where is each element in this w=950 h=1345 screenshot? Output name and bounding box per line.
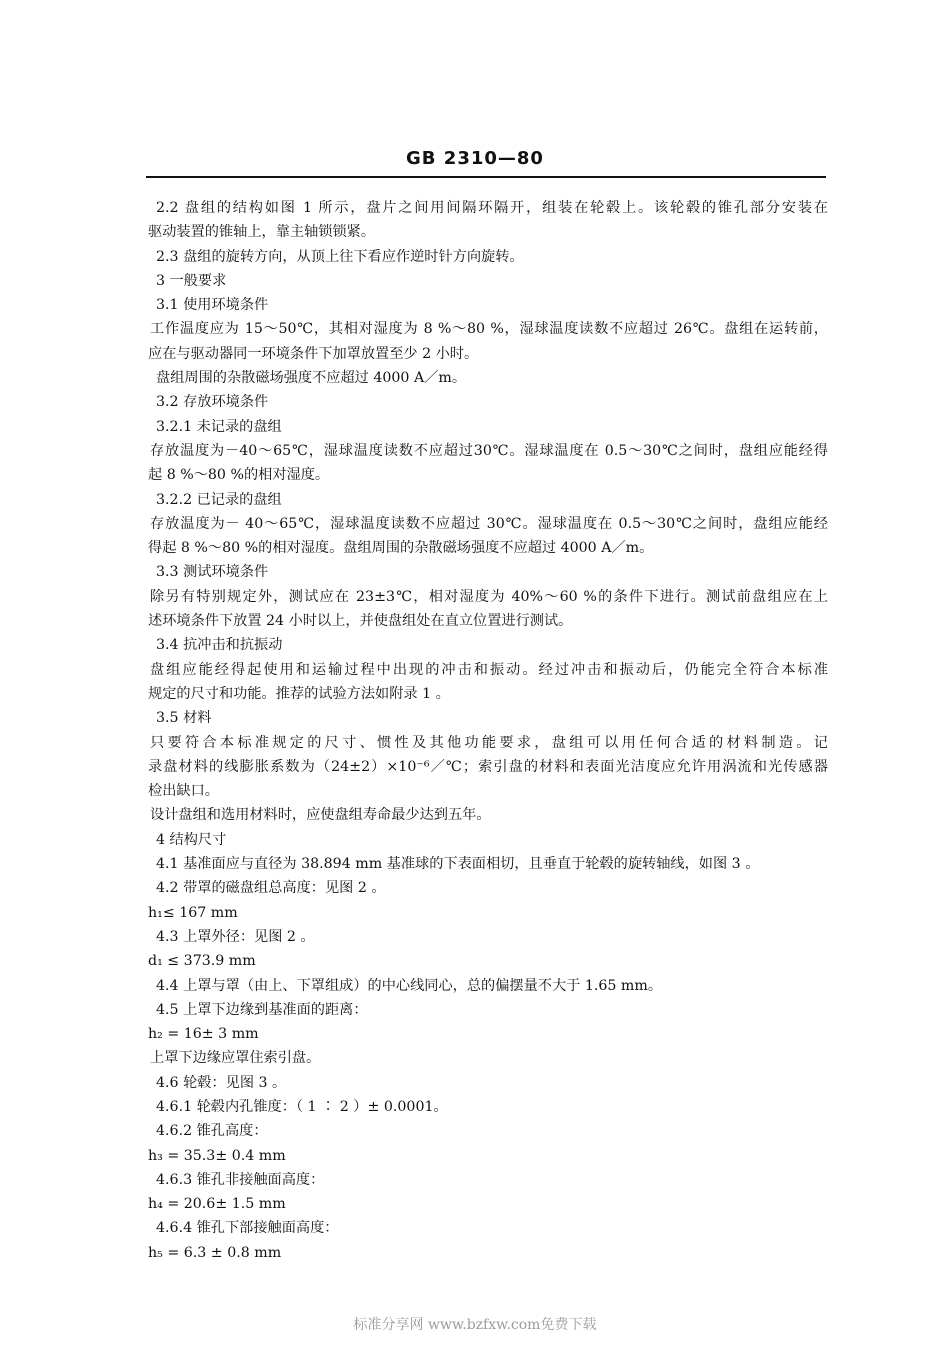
formula-line: h₃ = 35.3± 0.4 mm xyxy=(148,1147,286,1164)
section-heading: 4 结构尺寸 xyxy=(156,831,227,848)
header-rule xyxy=(146,176,826,178)
watermark-footer: 标准分享网 www.bzfxw.com免费下载 xyxy=(353,1317,597,1333)
text-line: 应在与驱动器同一环境条件下加罩放置至少 2 小时。 xyxy=(148,345,479,362)
text-line: 4.1 基准面应与直径为 38.894 mm 基准球的下表面相切，且垂直于轮毂的旋转轴线，如图 3 。 xyxy=(156,856,760,873)
text-line: 述环境条件下放置 24 小时以上，并使盘组处在直立位置进行测试。 xyxy=(148,613,573,630)
formula-line: h₁≤ 167 mm xyxy=(148,904,238,921)
section-heading: 3.4 抗冲击和抗振动 xyxy=(156,637,283,654)
text-line: 规定的尺寸和功能。推荐的试验方法如附录 1 。 xyxy=(148,685,450,702)
formula-line: h₄ = 20.6± 1.5 mm xyxy=(148,1196,286,1213)
text-line: 4.4 上罩与罩（由上、下罩组成）的中心线同心，总的偏摆量不大于 1.65 mm。 xyxy=(156,977,663,994)
text-line: 4.6.3 锥孔非接触面高度： xyxy=(156,1171,325,1188)
formula-line: d₁ ≤ 373.9 mm xyxy=(148,953,256,970)
text-line: 得起 8 %～80 %的相对湿度。盘组周围的杂散磁场强度不应超过 4000 A／m。 xyxy=(148,540,654,557)
text-line: 4.5 上罩下边缘到基准面的距离： xyxy=(156,1001,368,1018)
text-line: 工作温度应为 15～50℃，其相对湿度为 8 %～80 %，湿球温度读数不应超过 26℃。盘组在运转前， xyxy=(150,321,828,338)
section-heading: 3.1 使用环境条件 xyxy=(156,297,269,314)
document-body xyxy=(148,196,828,1265)
text-line: 检出缺口。 xyxy=(148,783,219,800)
text-line: 存放温度为－ 40～65℃，湿球温度读数不应超过 30℃。湿球温度在 0.5～30℃之间时，盘组应能经 xyxy=(150,515,828,532)
section-heading: 3.3 测试环境条件 xyxy=(156,564,269,581)
formula-line: h₂ = 16± 3 mm xyxy=(148,1026,259,1043)
text-line: 除另有特别规定外，测试应在 23±3℃，相对湿度为 40%～60 %的条件下进行。测试前盘组应在上 xyxy=(150,588,828,605)
page-header: GB 2310—80 xyxy=(406,148,544,169)
text-line: 4.6.2 锥孔高度： xyxy=(156,1123,268,1140)
text-line: 录盘材料的线膨胀系数为（24±2）×10⁻⁶／℃；索引盘的材料和表面光洁度应允许用涡流和光传感器 xyxy=(148,758,828,775)
text-line: 4.6.4 锥孔下部接触面高度： xyxy=(156,1220,339,1237)
text-line: 2.3 盘组的旋转方向，从顶上往下看应作逆时针方向旋转。 xyxy=(156,248,524,265)
text-line: 驱动装置的锥轴上，靠主轴锁锁紧。 xyxy=(148,224,376,241)
text-line: 4.6.1 轮毂内孔锥度：（ 1 ∶ 2 ）± 0.0001。 xyxy=(156,1098,448,1115)
text-line: 4.2 带罩的磁盘组总高度：见图 2 。 xyxy=(156,880,386,897)
text-line: 上罩下边缘应罩住索引盘。 xyxy=(150,1050,321,1067)
formula-line: h₅ = 6.3 ± 0.8 mm xyxy=(148,1244,282,1261)
text-line: 2.2 盘组的结构如图 1 所示，盘片之间用间隔环隔开，组装在轮毂上。该轮毂的锥孔部分安装在 xyxy=(156,200,828,216)
text-line: 存放温度为－40～65℃，湿球温度读数不应超过30℃。湿球温度在 0.5～30℃之间时，盘组应能经得 xyxy=(150,442,828,459)
section-heading: 3.5 材料 xyxy=(156,710,212,727)
section-heading: 3.2.1 未记录的盘组 xyxy=(156,418,282,435)
text-line: 4.6 轮毂：见图 3 。 xyxy=(156,1074,287,1091)
text-line: 设计盘组和选用材料时，应使盘组寿命最少达到五年。 xyxy=(150,807,491,824)
text-line: 盘组应能经得起使用和运输过程中出现的冲击和振动。经过冲击和振动后，仍能完全符合本标准 xyxy=(150,661,828,678)
section-heading: 3 一般要求 xyxy=(156,272,227,289)
text-line: 起 8 %～80 %的相对湿度。 xyxy=(148,467,330,484)
section-heading: 3.2.2 已记录的盘组 xyxy=(156,491,282,508)
text-line: 4.3 上罩外径：见图 2 。 xyxy=(156,928,315,945)
section-heading: 3.2 存放环境条件 xyxy=(156,394,269,411)
text-line: 盘组周围的杂散磁场强度不应超过 4000 A／m。 xyxy=(156,370,467,387)
text-line: 只要符合本标准规定的尺寸、惯性及其他功能要求，盘组可以用任何合适的材料制造。记 xyxy=(150,734,828,751)
